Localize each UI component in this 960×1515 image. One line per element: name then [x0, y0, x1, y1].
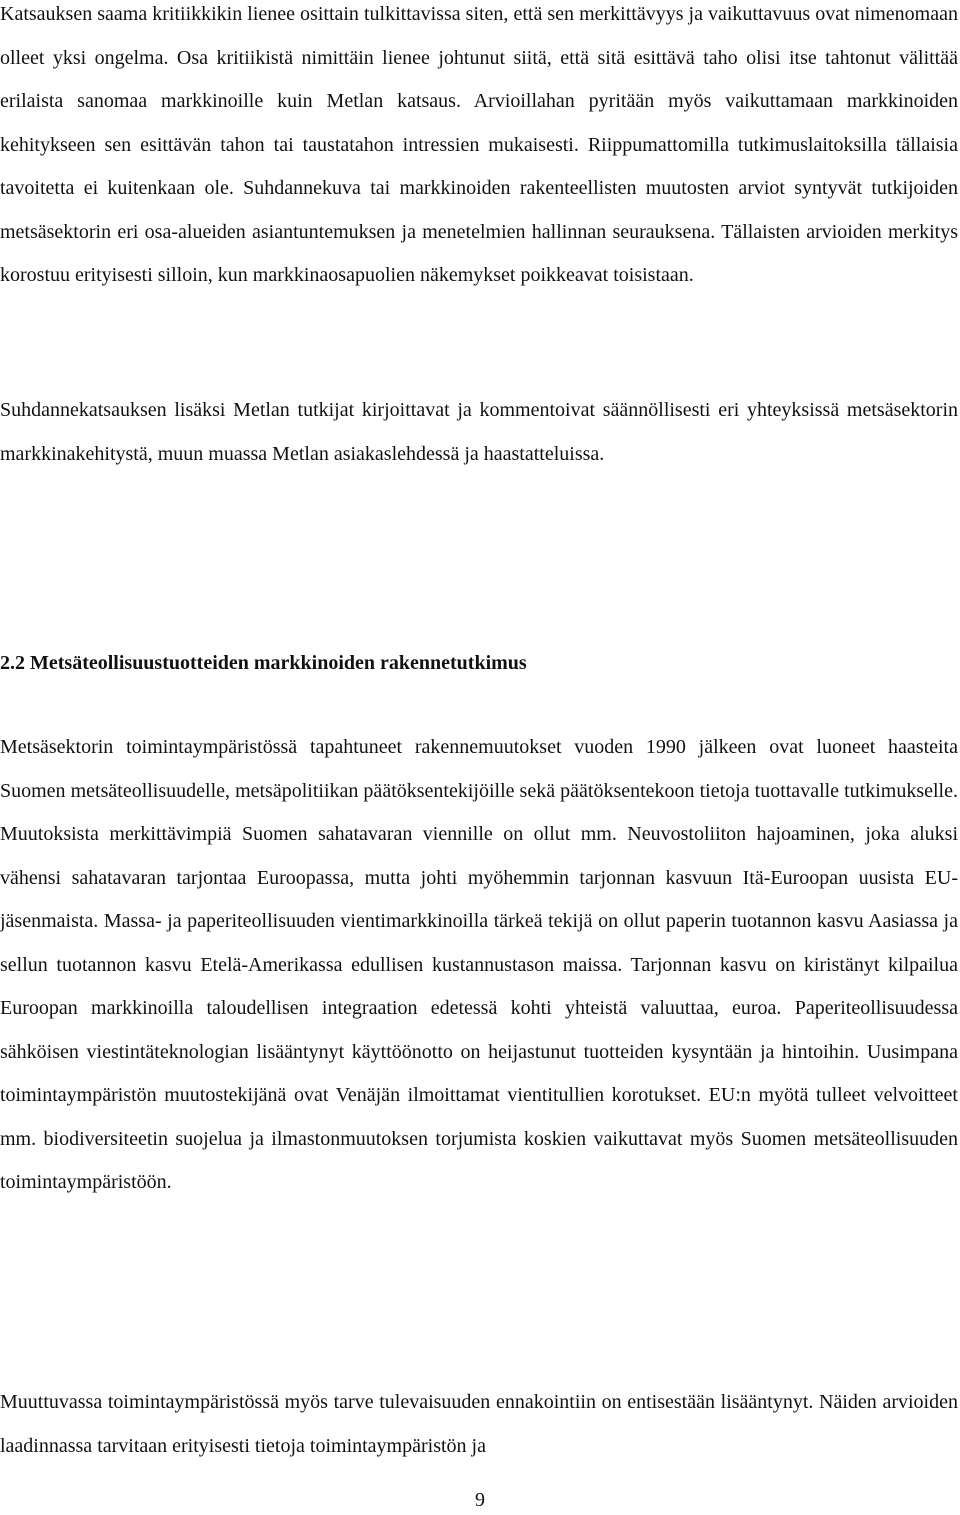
- paragraph-forecasting-need: Muuttuvassa toimintaympäristössä myös tarve tulevaisuuden ennakointiin on entisestään lisääntynyt. Näiden arvioiden laadinnassa tarvitaan erityisesti tietoja toimintaympäristön ja: [0, 1391, 958, 1457]
- section-heading: 2.2 Metsäteollisuustuotteiden markkinoiden rakennetutkimus: [0, 652, 527, 674]
- paragraph-structural-changes: Metsäsektorin toimintaympäristössä tapahtuneet rakennemuutokset vuoden 1990 jälkeen ovat luoneet haasteita Suomen metsäteollisuudelle, metsäpolitiikan päätöksentekijöille sekä päätöksentekoon tietoja tuottavalle tutkimukselle. Muutoksista merkittävimpiä Suomen sahatavaran viennille on ollut mm. Neuvostoliiton hajoaminen, joka aluksi vähensi sahatavaran tarjontaa Euroopassa, mutta johti myöhemmin tarjonnan kasvuun Itä-Euroopan uusista EU-jäsenmaista. Massa- ja paperiteollisuuden vientimarkkinoilla tärkeä tekijä on ollut paperin tuotannon kasvu Aasiassa ja sellun tuotannon kasvu Etelä-Amerikassa edullisen kustannustason maissa. Tarjonnan kasvu on kiristänyt kilpailua Euroopan markkinoilla taloudellisen integraation edetessä kohti yhteistä valuuttaa, euroa. Paperiteollisuudessa sähköisen viestintäteknologian lisääntynyt käyttöönotto on heijastunut tuotteiden kysyntään ja hintoihin. Uusimpana toimintaympäristön muutostekijänä ovat Venäjän ilmoittamat vientitullien korotukset. EU:n myötä tulleet velvoitteet mm. biodiversiteetin suojelua ja ilmastonmuutoksen torjumista koskien vaikuttavat myös Suomen metsäteollisuuden toimintaympäristöön.: [0, 736, 958, 1193]
- paragraph-review-criticism: Katsauksen saama kritiikkikin lienee osittain tulkittavissa siten, että sen merkittävyys ja vaikuttavuus ovat nimenomaan olleet yksi ongelma. Osa kritiikistä nimittäin lienee johtunut siitä, että sitä esittävä taho olisi itse tahtonut välittää erilaista sanomaa markkinoille kuin Metlan katsaus. Arvioillahan pyritään myös vaikuttamaan markkinoiden kehitykseen sen esittävän tahon tai taustatahon intressien mukaisesti. Riippumattomilla tutkimuslaitoksilla tällaisia tavoitetta ei kuitenkaan ole. Suhdannekuva tai markkinoiden rakenteellisten muutosten arviot syntyvät tutkijoiden metsäsektorin eri osa-alueiden asiantuntemuksen ja menetelmien hallinnan seurauksena. Tällaisten arvioiden merkitys korostuu erityisesti silloin, kun markkinaosapuolien näkemykset poikkeavat toisistaan.: [0, 3, 958, 286]
- paragraph-researcher-commentary: Suhdannekatsauksen lisäksi Metlan tutkijat kirjoittavat ja kommentoivat säännöllisesti eri yhteyksissä metsäsektorin markkinakehitystä, muun muassa Metlan asiakaslehdessä ja haastatteluissa.: [0, 399, 958, 465]
- page-number: 9: [475, 1489, 485, 1511]
